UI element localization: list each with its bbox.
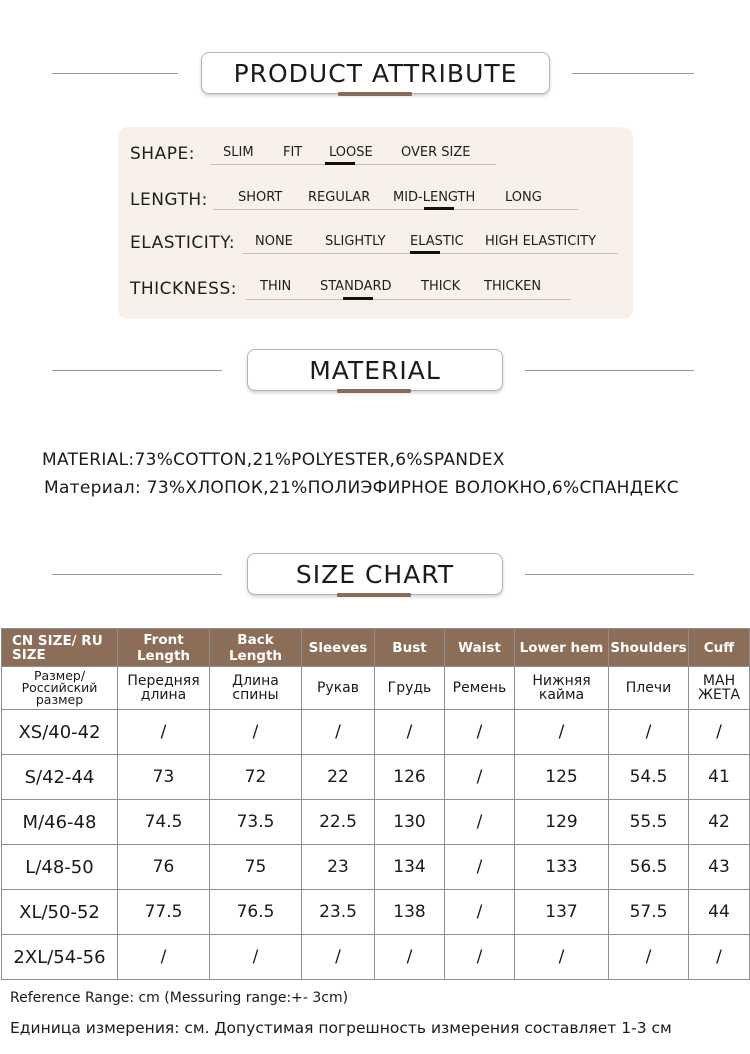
size-chart-table	[1, 628, 750, 980]
table-cell: /	[302, 710, 375, 755]
header-cell: Передняя длина	[118, 667, 210, 710]
table-cell: 73.5	[210, 800, 302, 845]
attr-baseline	[246, 299, 571, 300]
header-cell: Front Length	[118, 629, 210, 667]
header-divider-right	[572, 73, 694, 74]
table-cell: /	[445, 845, 515, 890]
table-cell: /	[302, 935, 375, 980]
table-cell: 75	[210, 845, 302, 890]
header-cell: Back Length	[210, 629, 302, 667]
table-cell: 41	[689, 755, 750, 800]
table-cell: 76	[118, 845, 210, 890]
header-cell: Bust	[375, 629, 445, 667]
attr-option: SLIM	[223, 145, 254, 160]
table-cell: 77.5	[118, 890, 210, 935]
table-cell: 138	[375, 890, 445, 935]
header-cell: Sleeves	[302, 629, 375, 667]
table-row	[2, 800, 750, 845]
header-cell: Lower hem	[515, 629, 609, 667]
table-cell: /	[210, 935, 302, 980]
header-cell: Длина спины	[210, 667, 302, 710]
section-title-size-chart	[247, 553, 503, 595]
table-cell: /	[445, 800, 515, 845]
section-title-product-attribute	[201, 52, 550, 94]
header-divider-right	[525, 574, 694, 575]
header-cell: Грудь	[375, 667, 445, 710]
table-cell: /	[515, 935, 609, 980]
attr-option: OVER SIZE	[401, 145, 471, 160]
attr-label-shape: SHAPE:	[130, 144, 195, 164]
attr-option: NONE	[255, 234, 293, 249]
attr-selected-marker	[410, 251, 440, 254]
table-cell: /	[445, 710, 515, 755]
header-cell: МАН ЖЕТА	[689, 667, 750, 710]
header-cell: Cuff	[689, 629, 750, 667]
header-divider-right	[525, 370, 694, 371]
header-divider-left	[52, 370, 222, 371]
attr-option: FIT	[283, 145, 303, 160]
attr-option: THIN	[260, 279, 292, 294]
section-title-text: MATERIAL	[309, 355, 441, 385]
header-cell: Размер/ Российский размер	[2, 667, 118, 710]
size-cell: XS/40-42	[2, 710, 118, 755]
table-cell: 23.5	[302, 890, 375, 935]
attr-option: SLIGHTLY	[325, 234, 386, 249]
header-cell: Рукав	[302, 667, 375, 710]
table-header-row-en	[2, 629, 750, 667]
table-cell: 129	[515, 800, 609, 845]
table-row	[2, 755, 750, 800]
table-cell: /	[445, 755, 515, 800]
attr-option: HIGH ELASTICITY	[485, 234, 597, 249]
table-cell: 23	[302, 845, 375, 890]
table-cell: /	[445, 890, 515, 935]
attr-option: THICKEN	[484, 279, 542, 294]
reference-range-note-ru: Единица измерения: см. Допустимая погрешность измерения составляет 1-3 см	[10, 1019, 672, 1037]
header-cell: Нижняя кайма	[515, 667, 609, 710]
reference-range-note-en: Reference Range: cm (Messuring range:+- 3cm)	[10, 990, 349, 1006]
header-cell: Waist	[445, 629, 515, 667]
table-row	[2, 890, 750, 935]
table-cell: 137	[515, 890, 609, 935]
size-cell: XL/50-52	[2, 890, 118, 935]
size-cell: 2XL/54-56	[2, 935, 118, 980]
attr-label-elasticity: ELASTICITY:	[130, 233, 236, 253]
attr-option-selected: LOOSE	[329, 145, 373, 160]
table-cell: /	[210, 710, 302, 755]
attr-label-thickness: THICKNESS:	[130, 279, 237, 299]
header-underline	[337, 389, 411, 393]
table-row	[2, 935, 750, 980]
attr-option: LONG	[505, 190, 542, 205]
table-cell: 73	[118, 755, 210, 800]
header-cell: Плечи	[609, 667, 689, 710]
header-underline	[337, 593, 411, 597]
table-cell: 42	[689, 800, 750, 845]
section-title-text: PRODUCT ATTRIBUTE	[233, 58, 518, 88]
table-cell: 126	[375, 755, 445, 800]
table-cell: /	[609, 710, 689, 755]
table-cell: 130	[375, 800, 445, 845]
table-cell: /	[445, 935, 515, 980]
table-row	[2, 710, 750, 755]
table-cell: 57.5	[609, 890, 689, 935]
table-cell: 134	[375, 845, 445, 890]
product-attribute-panel	[118, 127, 633, 319]
attr-option-selected: ELASTIC	[410, 234, 464, 249]
table-cell: /	[375, 935, 445, 980]
attr-label-length: LENGTH:	[130, 190, 208, 210]
attr-baseline	[213, 209, 578, 210]
size-cell: S/42-44	[2, 755, 118, 800]
attr-option: THICK	[421, 279, 461, 294]
section-title-material	[247, 349, 503, 391]
table-cell: /	[118, 710, 210, 755]
attr-selected-marker	[424, 207, 454, 210]
table-cell: 74.5	[118, 800, 210, 845]
header-cell: CN SIZE/ RU SIZE	[2, 629, 118, 667]
table-cell: /	[515, 710, 609, 755]
table-cell: /	[689, 710, 750, 755]
attr-selected-marker	[325, 162, 355, 165]
table-cell: 54.5	[609, 755, 689, 800]
attr-option-selected: STANDARD	[320, 279, 392, 294]
size-cell: M/46-48	[2, 800, 118, 845]
table-cell: 22	[302, 755, 375, 800]
table-cell: /	[609, 935, 689, 980]
table-cell: 72	[210, 755, 302, 800]
material-composition-ru: Материал: 73%ХЛОПОК,21%ПОЛИЭФИРНОЕ ВОЛОКНО,6%СПАНДЕКС	[44, 478, 679, 498]
table-cell: 125	[515, 755, 609, 800]
table-cell: 44	[689, 890, 750, 935]
table-header-row-ru	[2, 667, 750, 710]
attr-selected-marker	[343, 297, 373, 300]
table-cell: 56.5	[609, 845, 689, 890]
header-divider-left	[52, 574, 222, 575]
table-cell: 133	[515, 845, 609, 890]
material-composition-en: MATERIAL:73%COTTON,21%POLYESTER,6%SPANDEX	[42, 450, 505, 470]
header-divider-left	[52, 73, 178, 74]
table-cell: 43	[689, 845, 750, 890]
table-cell: 22.5	[302, 800, 375, 845]
table-cell: 76.5	[210, 890, 302, 935]
table-cell: 55.5	[609, 800, 689, 845]
header-underline	[338, 92, 412, 96]
header-cell: Ремень	[445, 667, 515, 710]
size-cell: L/48-50	[2, 845, 118, 890]
attr-option: REGULAR	[308, 190, 371, 205]
table-cell: /	[118, 935, 210, 980]
header-cell: Shoulders	[609, 629, 689, 667]
table-cell: /	[375, 710, 445, 755]
table-row	[2, 845, 750, 890]
attr-option: SHORT	[238, 190, 283, 205]
section-title-text: SIZE CHART	[295, 559, 455, 589]
attr-option-selected: MID-LENGTH	[393, 190, 476, 205]
table-cell: /	[689, 935, 750, 980]
